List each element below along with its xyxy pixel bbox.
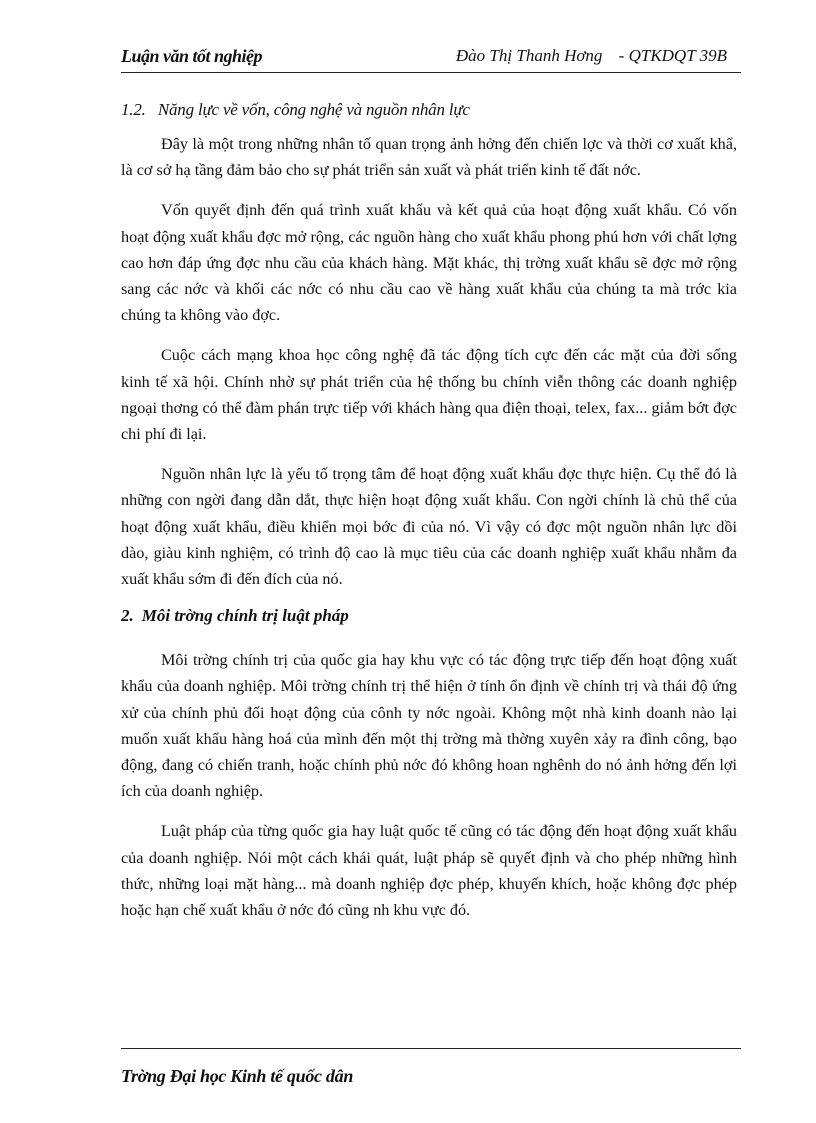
paragraph: Luật pháp của từng quốc gia hay luật quốc tế cũng có tác động đến hoạt động xuất khẩu của doanh nghiệp. Nói một cách khái quát, luật pháp sẽ quyết định và cho phép những hình thức, những loại mặt hàng... mà doanh nghiệp đợc phép, khuyến khích, hoặc không đợc phép hoặc hạn chế xuất khẩu ở nớc đó cũng nh khu vực đó.	[121, 822, 737, 920]
page-footer: Trờng Đại học Kinh tế quốc dân	[121, 1066, 354, 1086]
section-1-2-title: Năng lực về vốn, công nghệ và nguồn nhân lực	[157, 100, 470, 119]
header-author: Đào Thị Thanh Hơng	[455, 46, 603, 65]
section-2-title: Môi trờng chính trị luật pháp	[141, 606, 349, 626]
page-body	[121, 100, 737, 937]
section-2-number: 2.	[121, 606, 134, 626]
page-header	[121, 46, 741, 72]
header-rule	[121, 72, 741, 73]
header-thesis-label: Luận văn tốt nghiệp	[121, 46, 263, 66]
section-1-2-heading	[121, 100, 737, 120]
paragraph: Đây là một trong những nhân tố quan trọng ảnh hởng đến chiến lợc và thời cơ xuất khẩ, là cơ sở hạ tầng đảm bảo cho sự phát triển sản xuất và phát triển kinh tế đất nớc.	[121, 135, 737, 180]
header-class-code: - QTKDQT 39B	[618, 46, 727, 65]
section-2-heading	[121, 606, 737, 626]
paragraph: Nguồn nhân lực là yếu tố trọng tâm để hoạt động xuất khẩu đợc thực hiện. Cụ thể đó là những con ngời đang dẫn dắt, thực hiện hoạt động xuất khẩu. Con ngời chính là chủ thể của hoạt động xuất khẩu, điều khiển mọi bớc đi của nó. Vì vậy có đợc một nguồn nhân lực dồi dào, giàu kinh nghiệm, có trình độ cao là mục tiêu của các doanh nghiệp xuất khẩu nhằm đa xuất khẩu sớm đi đến đích của nó.	[121, 465, 737, 589]
paragraph: Môi trờng chính trị của quốc gia hay khu vực có tác động trực tiếp đến hoạt động xuất khẩu của doanh nghiệp. Môi trờng chính trị thể hiện ở tính ổn định về chính trị và thái độ ứng xử của chính phủ đối hoạt động của cônh ty nớc ngoài. Không một nhà kinh doanh nào lại muốn xuất khẩu hàng hoá của mình đến một thị trờng mà thờng xuyên xảy ra đình công, bạo động, đang có chiến tranh, hoặc chính phủ nớc đó không hoan nghênh do nó ảnh hởng đến lợi ích của doanh nghiệp.	[121, 651, 737, 801]
footer-rule	[121, 1048, 741, 1049]
paragraph: Cuộc cách mạng khoa học công nghệ đã tác động tích cực đến các mặt của đời sống kinh tế xã hội. Chính nhờ sự phát triển của hệ thống bu chính viễn thông các doanh nghiệp ngoại thơng có thể đàm phán trực tiếp với khách hàng qua điện thoại, telex, fax... giảm bớt đợc chi phí đi lại.	[121, 346, 737, 444]
section-1-2-number: 1.2.	[121, 100, 146, 119]
paragraph: Vốn quyết định đến quá trình xuất khẩu và kết quả của hoạt động xuất khẩu. Có vốn hoạt động xuất khẩu đợc mở rộng, các nguồn hàng cho xuất khẩu phong phú hơn với chất lợng cao hơn đáp ứng đợc nhu cầu của khách hàng. Mặt khác, thị trờng xuất khẩu sẽ đợc mở rộng sang các nớc và khối các nớc có nhu cầu cao về hàng xuất khẩu của chúng ta mà trớc kia chúng ta không vào đợc.	[121, 201, 737, 325]
header-author-block	[456, 46, 727, 66]
